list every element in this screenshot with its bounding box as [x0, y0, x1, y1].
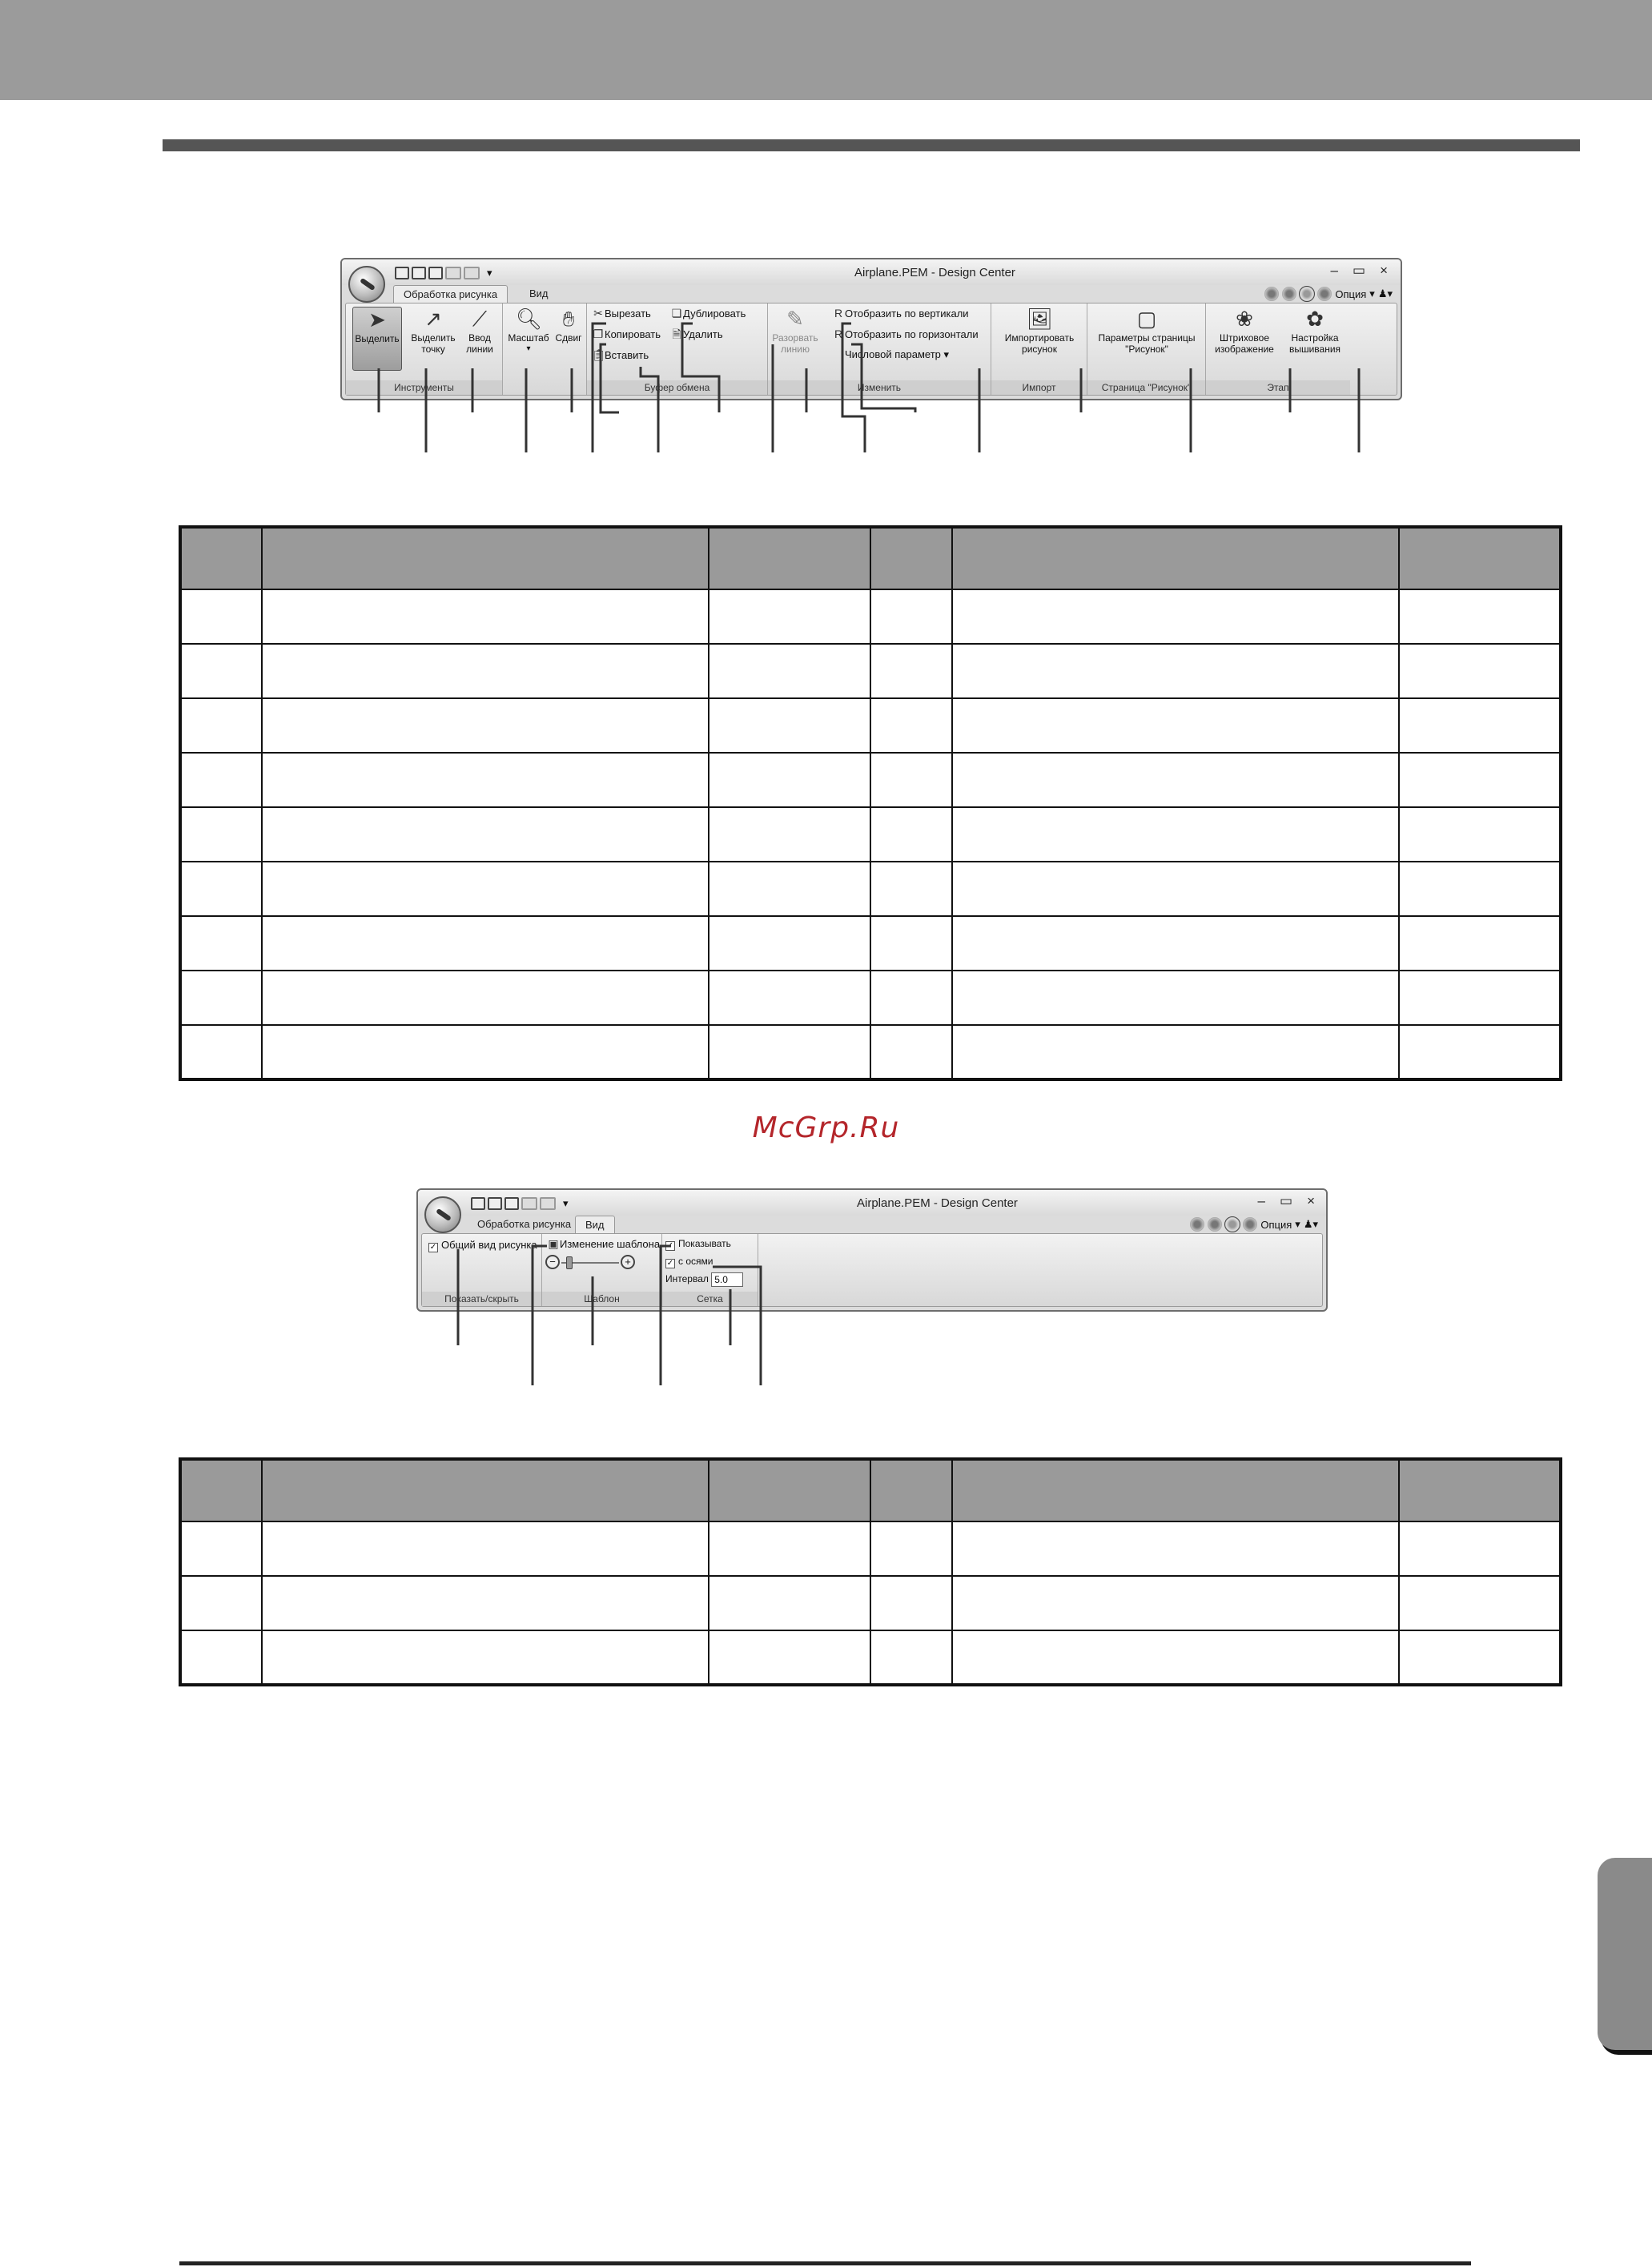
- group-label: Буфер обмена: [587, 380, 767, 395]
- footer-rule: [179, 2261, 1471, 2265]
- duplicate-icon: ❏: [671, 307, 682, 320]
- chevron-down-icon: ▾: [943, 348, 950, 360]
- table-cell: [180, 1521, 262, 1576]
- line-image-icon: ❀: [1236, 307, 1253, 331]
- window-title: Airplane.PEM - Design Center: [857, 1196, 1018, 1210]
- pan-button[interactable]: ✋︎ Сдвиг: [555, 307, 582, 344]
- user-icon[interactable]: ♟▾: [1377, 287, 1393, 299]
- flip-vertical-button[interactable]: R Отобразить по вертикали: [832, 307, 969, 320]
- maximize-button[interactable]: ▭: [1353, 263, 1366, 278]
- plus-button[interactable]: +: [621, 1255, 635, 1269]
- table-cell: [180, 1630, 262, 1685]
- table-cell: [952, 1576, 1399, 1630]
- option-menu[interactable]: Опция: [1335, 287, 1367, 300]
- table-cell: [709, 1521, 870, 1576]
- page-settings-button[interactable]: ▢ Параметры страницы "Рисунок": [1098, 307, 1196, 355]
- table-cell: [870, 1521, 952, 1576]
- group-label: Страница "Рисунок": [1087, 380, 1205, 395]
- table-cell: [1399, 1576, 1561, 1630]
- qat-dropdown-icon[interactable]: ▾: [487, 267, 492, 279]
- group-label: Импорт: [991, 380, 1087, 395]
- show-grid-checkbox[interactable]: ✓ Показывать: [666, 1238, 731, 1250]
- qat-dropdown-icon[interactable]: ▾: [563, 1197, 569, 1209]
- table-cell: [262, 1630, 709, 1685]
- table-cell: [952, 1630, 1399, 1685]
- minus-button[interactable]: −: [545, 1255, 560, 1269]
- page-icon: ▢: [1136, 307, 1157, 331]
- feature-table-view: [179, 1457, 1562, 1686]
- table-cell: [262, 1576, 709, 1630]
- copy-icon: ❐: [593, 328, 604, 340]
- point-select-icon: ↗: [424, 307, 442, 331]
- maximize-button[interactable]: ▭: [1280, 1193, 1293, 1208]
- column-header: [262, 1459, 709, 1521]
- import-image-button[interactable]: 🖼︎ Импортировать рисунок: [1004, 307, 1075, 355]
- overview-checkbox[interactable]: ✓ Общий вид рисунка: [429, 1239, 537, 1252]
- line-input-icon: ⟋: [472, 307, 488, 331]
- table-cell: [870, 1576, 952, 1630]
- numeric-setting-button[interactable]: Числовой параметр ▾: [845, 348, 950, 360]
- tab-edit-image[interactable]: Обработка рисунка: [393, 285, 508, 303]
- select-button[interactable]: ➤ Выделить: [352, 307, 402, 371]
- import-image-icon: 🖼︎: [1027, 307, 1054, 331]
- flip-vertical-icon: R: [834, 307, 843, 320]
- table-row: [180, 1576, 1561, 1630]
- select-point-button[interactable]: ↗ Выделить точку: [411, 307, 456, 355]
- delete-icon: 🗎︎: [672, 328, 681, 340]
- chevron-down-icon: ▾: [526, 344, 531, 353]
- minimize-button[interactable]: –: [1257, 1193, 1265, 1208]
- chevron-down-icon[interactable]: ▾: [1369, 287, 1375, 299]
- flip-horizontal-icon: R: [834, 328, 843, 340]
- input-line-button[interactable]: ⟋ Ввод линии: [466, 307, 493, 355]
- chevron-down-icon[interactable]: ▾: [1295, 1218, 1300, 1230]
- column-header: [870, 1459, 952, 1521]
- grid-interval: Интервал 5.0: [665, 1272, 743, 1287]
- grid-interval-input[interactable]: 5.0: [711, 1272, 743, 1287]
- flip-horizontal-button[interactable]: R Отобразить по горизонтали: [832, 328, 979, 341]
- close-button[interactable]: ×: [1307, 1193, 1315, 1208]
- zoom-button[interactable]: 🔍︎ Масштаб ▾: [504, 307, 553, 355]
- embroidery-settings-button[interactable]: ✿ Настройка вышивания: [1288, 307, 1341, 355]
- chapter-tab: [1598, 1858, 1652, 2050]
- window-title: Airplane.PEM - Design Center: [854, 266, 1015, 279]
- table-row: [180, 1521, 1561, 1576]
- tab-view[interactable]: Вид: [575, 1216, 615, 1233]
- close-button[interactable]: ×: [1380, 263, 1388, 278]
- column-header: [709, 1459, 870, 1521]
- user-icon[interactable]: ♟▾: [1303, 1218, 1318, 1230]
- embroidery-icon: ✿: [1306, 307, 1324, 331]
- table-cell: [1399, 1521, 1561, 1576]
- table-row: [180, 1630, 1561, 1685]
- table-cell: [1399, 1630, 1561, 1685]
- group-label: Сетка: [662, 1292, 758, 1306]
- minimize-button[interactable]: –: [1330, 263, 1338, 278]
- duplicate-button[interactable]: ❏ Дублировать: [671, 307, 746, 320]
- magnifier-icon: 🔍︎: [516, 307, 543, 331]
- column-header: [952, 1459, 1399, 1521]
- table-cell: [870, 1630, 952, 1685]
- paste-button[interactable]: 📋︎Вставить: [592, 348, 649, 361]
- column-header: [180, 1459, 262, 1521]
- group-label: Изменить: [768, 380, 991, 395]
- tab-view[interactable]: Вид: [529, 287, 549, 299]
- tab-edit-image[interactable]: Обработка рисунка: [477, 1218, 572, 1230]
- table-cell: [262, 1521, 709, 1576]
- application-menu-button[interactable]: [348, 266, 385, 303]
- break-line-button[interactable]: ✎ Разорвать линию: [772, 307, 818, 355]
- group-label: Показать/скрыть: [422, 1292, 541, 1306]
- checkbox-checked-icon: ✓: [429, 1243, 437, 1252]
- pointer-icon: ➤: [368, 307, 386, 332]
- break-line-icon: ✎: [786, 307, 804, 331]
- template-icon: ▣: [548, 1237, 559, 1250]
- column-header: [1399, 1459, 1561, 1521]
- scissors-icon: ✂: [593, 307, 603, 320]
- checkbox-checked-icon: ✓: [666, 1259, 674, 1268]
- table-cell: [709, 1576, 870, 1630]
- change-template-button[interactable]: ▣Изменение шаблона: [548, 1237, 661, 1250]
- table-cell: [709, 1630, 870, 1685]
- group-label: Шаблон: [542, 1292, 661, 1306]
- paste-icon: 📋︎: [592, 348, 606, 361]
- copy-button[interactable]: ❐ Копировать: [593, 328, 661, 340]
- application-menu-button[interactable]: [424, 1196, 461, 1233]
- table-cell: [180, 1576, 262, 1630]
- delete-button[interactable]: 🗎︎ Удалить: [670, 328, 723, 341]
- option-menu[interactable]: Опция: [1260, 1218, 1292, 1231]
- table-header-row: [180, 1459, 1561, 1521]
- line-image-button[interactable]: ❀ Штриховое изображение: [1215, 307, 1274, 355]
- table-cell: [952, 1521, 1399, 1576]
- hand-icon: ✋︎: [562, 307, 575, 331]
- cut-button[interactable]: ✂ Вырезать: [592, 307, 651, 320]
- watermark: McGrp.Ru: [752, 1111, 900, 1144]
- group-label: Этап: [1206, 380, 1350, 395]
- checkbox-checked-icon: ✓: [666, 1241, 674, 1250]
- grid-axes-checkbox[interactable]: ✓ с осями: [666, 1256, 713, 1268]
- group-label: Инструменты: [346, 380, 502, 395]
